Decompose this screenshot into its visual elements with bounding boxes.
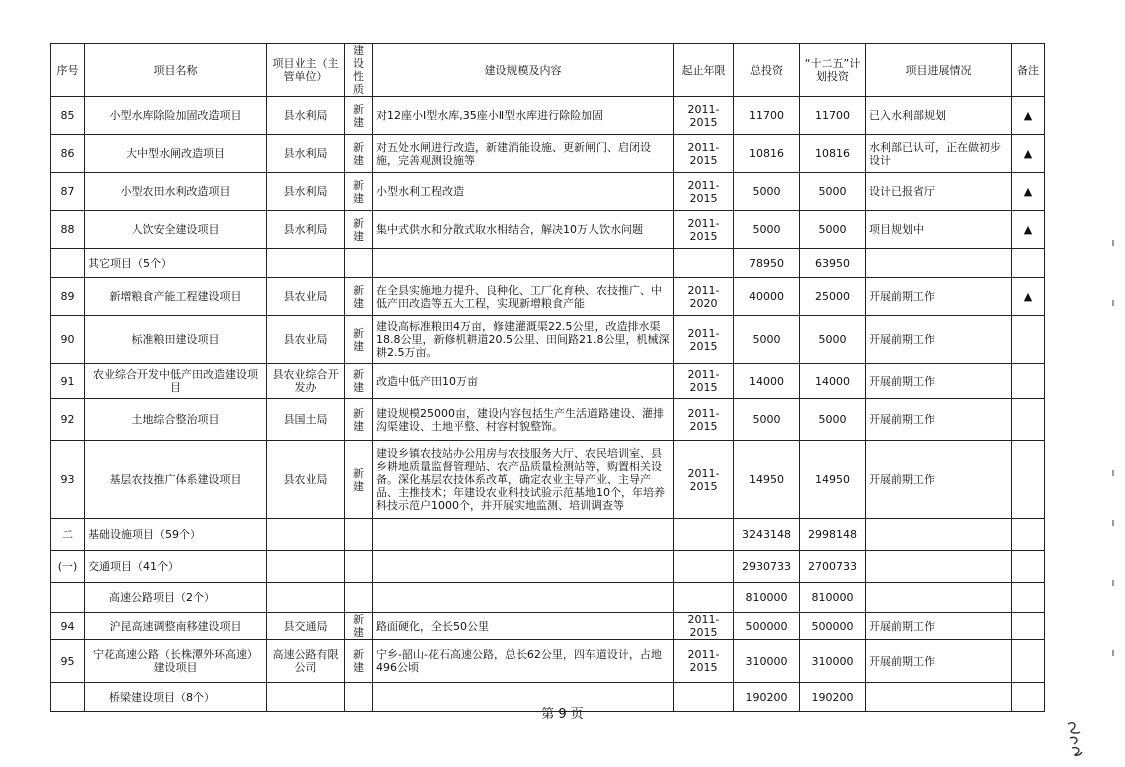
cell-seq: (一) — [51, 551, 85, 583]
cell-period — [674, 519, 734, 551]
cell-content — [373, 519, 674, 551]
cell-seq: 87 — [51, 173, 85, 211]
cell-total: 14950 — [734, 441, 800, 519]
header-row — [51, 44, 1045, 97]
cell-plan: 25000 — [800, 278, 866, 316]
cell-nature: 新建 — [345, 173, 373, 211]
header-name: 项目名称 — [85, 44, 267, 97]
cell-nature — [345, 519, 373, 551]
cell-owner: 县国土局 — [267, 399, 345, 441]
cell-name: 新增粮食产能工程建设项目 — [85, 278, 267, 316]
cell-progress — [866, 519, 1012, 551]
scan-mark — [1112, 580, 1114, 586]
table-row — [51, 364, 1045, 399]
cell-content: 小型水利工程改造 — [373, 173, 674, 211]
cell-content — [373, 551, 674, 583]
cell-name: 交通项目（41个） — [85, 551, 267, 583]
cell-progress — [866, 249, 1012, 278]
cell-owner: 县水利局 — [267, 211, 345, 249]
cell-total: 810000 — [734, 583, 800, 613]
cell-total: 5000 — [734, 211, 800, 249]
cell-total: 11700 — [734, 97, 800, 135]
scan-mark — [1112, 300, 1114, 306]
cell-total: 78950 — [734, 249, 800, 278]
cell-total: 5000 — [734, 399, 800, 441]
cell-name: 高速公路项目（2个） — [85, 583, 267, 613]
cell-total: 310000 — [734, 640, 800, 683]
cell-remark — [1012, 399, 1045, 441]
header-content: 建设规模及内容 — [373, 44, 674, 97]
cell-period: 2011-2015 — [674, 173, 734, 211]
cell-total: 40000 — [734, 278, 800, 316]
cell-plan: 5000 — [800, 211, 866, 249]
cell-remark — [1012, 583, 1045, 613]
cell-content: 路面硬化，全长50公里 — [373, 613, 674, 640]
cell-name: 基础设施项目（59个） — [85, 519, 267, 551]
cell-plan: 2998148 — [800, 519, 866, 551]
cell-progress: 开展前期工作 — [866, 441, 1012, 519]
cell-period: 2011-2015 — [674, 441, 734, 519]
section-row — [51, 551, 1045, 583]
cell-remark — [1012, 249, 1045, 278]
cell-remark — [1012, 316, 1045, 364]
page-number: 第 9 页 — [541, 707, 584, 722]
scan-mark — [1112, 240, 1114, 246]
subtotal-row — [51, 583, 1045, 613]
cell-seq: 95 — [51, 640, 85, 683]
cell-content: 集中式供水和分散式取水相结合，解决10万人饮水问题 — [373, 211, 674, 249]
cell-plan: 5000 — [800, 316, 866, 364]
cell-total: 14000 — [734, 364, 800, 399]
cell-progress: 开展前期工作 — [866, 399, 1012, 441]
cell-period: 2011-2015 — [674, 613, 734, 640]
cell-name: 其它项目（5个） — [85, 249, 267, 278]
table-row — [51, 97, 1045, 135]
cell-progress: 开展前期工作 — [866, 364, 1012, 399]
cell-total: 2930733 — [734, 551, 800, 583]
cell-owner: 县交通局 — [267, 613, 345, 640]
cell-remark — [1012, 519, 1045, 551]
cell-plan: 11700 — [800, 97, 866, 135]
cell-period — [674, 249, 734, 278]
cell-nature: 新建 — [345, 441, 373, 519]
cell-progress — [866, 583, 1012, 613]
cell-period: 2011-2015 — [674, 135, 734, 173]
project-table — [50, 43, 1045, 712]
cell-total: 10816 — [734, 135, 800, 173]
cell-seq: 89 — [51, 278, 85, 316]
header-plan: “十二五”计划投资 — [800, 44, 866, 97]
header-progress: 项目进展情况 — [866, 44, 1012, 97]
cell-total: 500000 — [734, 613, 800, 640]
cell-owner: 县农业局 — [267, 441, 345, 519]
cell-name: 土地综合整治项目 — [85, 399, 267, 441]
cell-total: 5000 — [734, 316, 800, 364]
scan-mark — [1112, 520, 1114, 526]
cell-name: 沪昆高速调整南移建设项目 — [85, 613, 267, 640]
table-row — [51, 211, 1045, 249]
cell-nature: 新建 — [345, 135, 373, 173]
scan-mark — [1112, 470, 1114, 476]
cell-nature: 新建 — [345, 364, 373, 399]
cell-owner: 县农业综合开发办 — [267, 364, 345, 399]
header-owner: 项目业主（主管单位） — [267, 44, 345, 97]
header-period: 起止年限 — [674, 44, 734, 97]
cell-remark: ▲ — [1012, 278, 1045, 316]
cell-nature: 新建 — [345, 613, 373, 640]
cell-nature: 新建 — [345, 399, 373, 441]
cell-seq — [51, 583, 85, 613]
cell-plan: 5000 — [800, 173, 866, 211]
cell-content: 建设乡镇农技站办公用房与农技服务大厅、农民培训室、县乡耕地质量监督管理站、农产品质量检测站等，购置相关设备。深化基层农技体系改革，确定农业主导产业、主导产品、主推技术；年建设农业科技试验示范基地10个，年培养科技示范户1000个，并开展实地监测、培训调查等 — [373, 441, 674, 519]
table-row — [51, 135, 1045, 173]
cell-content: 改造中低产田10万亩 — [373, 364, 674, 399]
cell-progress: 水利部已认可，正在做初步设计 — [866, 135, 1012, 173]
cell-owner: 县水利局 — [267, 173, 345, 211]
cell-progress: 开展前期工作 — [866, 640, 1012, 683]
cell-name: 人饮安全建设项目 — [85, 211, 267, 249]
cell-progress: 开展前期工作 — [866, 613, 1012, 640]
cell-nature — [345, 551, 373, 583]
cell-remark — [1012, 551, 1045, 583]
cell-seq: 94 — [51, 613, 85, 640]
cell-plan: 14950 — [800, 441, 866, 519]
cell-period: 2011-2015 — [674, 364, 734, 399]
cell-period: 2011-2020 — [674, 278, 734, 316]
cell-plan: 190200 — [800, 683, 866, 712]
table-row — [51, 399, 1045, 441]
cell-plan: 2700733 — [800, 551, 866, 583]
cell-nature — [345, 249, 373, 278]
table-row — [51, 441, 1045, 519]
cell-seq: 88 — [51, 211, 85, 249]
header-seq: 序号 — [51, 44, 85, 97]
table-row — [51, 173, 1045, 211]
cell-name: 桥梁建设项目（8个） — [85, 683, 267, 712]
table-row — [51, 278, 1045, 316]
cell-seq: 93 — [51, 441, 85, 519]
cell-remark — [1012, 441, 1045, 519]
cell-remark — [1012, 613, 1045, 640]
table-row — [51, 316, 1045, 364]
cell-name: 基层农技推广体系建设项目 — [85, 441, 267, 519]
header-total: 总投资 — [734, 44, 800, 97]
table-row — [51, 640, 1045, 683]
cell-content: 对12座小Ⅰ型水库,35座小Ⅱ型水库进行除险加固 — [373, 97, 674, 135]
cell-owner — [267, 519, 345, 551]
cell-seq: 85 — [51, 97, 85, 135]
handwritten-mark — [1062, 718, 1090, 758]
cell-period: 2011-2015 — [674, 640, 734, 683]
cell-remark: ▲ — [1012, 135, 1045, 173]
cell-name: 小型水库除险加固改造项目 — [85, 97, 267, 135]
cell-name: 大中型水闸改造项目 — [85, 135, 267, 173]
cell-period: 2011-2015 — [674, 316, 734, 364]
cell-content: 对五处水闸进行改造，新建消能设施、更新闸门、启闭设施，完善观测设施等 — [373, 135, 674, 173]
cell-remark: ▲ — [1012, 97, 1045, 135]
cell-nature: 新建 — [345, 97, 373, 135]
cell-nature: 新建 — [345, 278, 373, 316]
cell-owner: 县农业局 — [267, 278, 345, 316]
cell-remark — [1012, 640, 1045, 683]
cell-plan: 810000 — [800, 583, 866, 613]
cell-period: 2011-2015 — [674, 211, 734, 249]
cell-content: 在全县实施地力提升、良种化、工厂化育秧、农技推广、中低产田改造等五大工程，实现新增粮食产能 — [373, 278, 674, 316]
cell-owner: 县水利局 — [267, 97, 345, 135]
cell-plan: 63950 — [800, 249, 866, 278]
cell-seq: 二 — [51, 519, 85, 551]
cell-remark: ▲ — [1012, 211, 1045, 249]
cell-progress: 开展前期工作 — [866, 278, 1012, 316]
cell-seq: 91 — [51, 364, 85, 399]
cell-period — [674, 583, 734, 613]
cell-nature — [345, 583, 373, 613]
cell-content — [373, 583, 674, 613]
cell-period — [674, 551, 734, 583]
cell-content: 建设规模25000亩，建设内容包括生产生活道路建设、灌排沟渠建设、土地平整、村容村貌整饰。 — [373, 399, 674, 441]
cell-remark — [1012, 364, 1045, 399]
cell-plan: 310000 — [800, 640, 866, 683]
cell-total: 190200 — [734, 683, 800, 712]
cell-period: 2011-2015 — [674, 97, 734, 135]
cell-nature: 新建 — [345, 316, 373, 364]
header-nature: 建设性质 — [345, 44, 373, 97]
cell-owner: 县农业局 — [267, 316, 345, 364]
cell-total: 3243148 — [734, 519, 800, 551]
cell-nature: 新建 — [345, 640, 373, 683]
scan-mark — [1112, 650, 1114, 656]
section-row — [51, 519, 1045, 551]
cell-plan: 500000 — [800, 613, 866, 640]
cell-content: 建设高标准粮田4万亩，修建灌溉渠22.5公里，改造排水渠18.8公里，新修机耕道20.5公里、田间路21.8公里，机械深耕2.5万亩。 — [373, 316, 674, 364]
cell-content — [373, 249, 674, 278]
cell-remark: ▲ — [1012, 173, 1045, 211]
header-remark: 备注 — [1012, 44, 1045, 97]
cell-period: 2011-2015 — [674, 399, 734, 441]
cell-owner: 高速公路有限公司 — [267, 640, 345, 683]
cell-name: 标准粮田建设项目 — [85, 316, 267, 364]
cell-owner — [267, 583, 345, 613]
cell-plan: 14000 — [800, 364, 866, 399]
cell-seq — [51, 249, 85, 278]
cell-progress: 开展前期工作 — [866, 316, 1012, 364]
cell-total: 5000 — [734, 173, 800, 211]
table-row — [51, 613, 1045, 640]
cell-owner: 县水利局 — [267, 135, 345, 173]
cell-plan: 10816 — [800, 135, 866, 173]
cell-nature: 新建 — [345, 211, 373, 249]
cell-seq: 90 — [51, 316, 85, 364]
cell-progress — [866, 551, 1012, 583]
cell-owner — [267, 551, 345, 583]
cell-name: 宁花高速公路（长株潭外环高速）建设项目 — [85, 640, 267, 683]
cell-progress: 项目规划中 — [866, 211, 1012, 249]
cell-name: 农业综合开发中低产田改造建设项目 — [85, 364, 267, 399]
cell-progress: 已入水利部规划 — [866, 97, 1012, 135]
cell-seq: 92 — [51, 399, 85, 441]
cell-progress: 设计已报省厅 — [866, 173, 1012, 211]
cell-plan: 5000 — [800, 399, 866, 441]
cell-name: 小型农田水利改造项目 — [85, 173, 267, 211]
subtotal-row — [51, 249, 1045, 278]
cell-seq: 86 — [51, 135, 85, 173]
cell-content: 宁乡-韶山-花石高速公路，总长62公里，四车道设计，占地496公顷 — [373, 640, 674, 683]
cell-owner — [267, 249, 345, 278]
